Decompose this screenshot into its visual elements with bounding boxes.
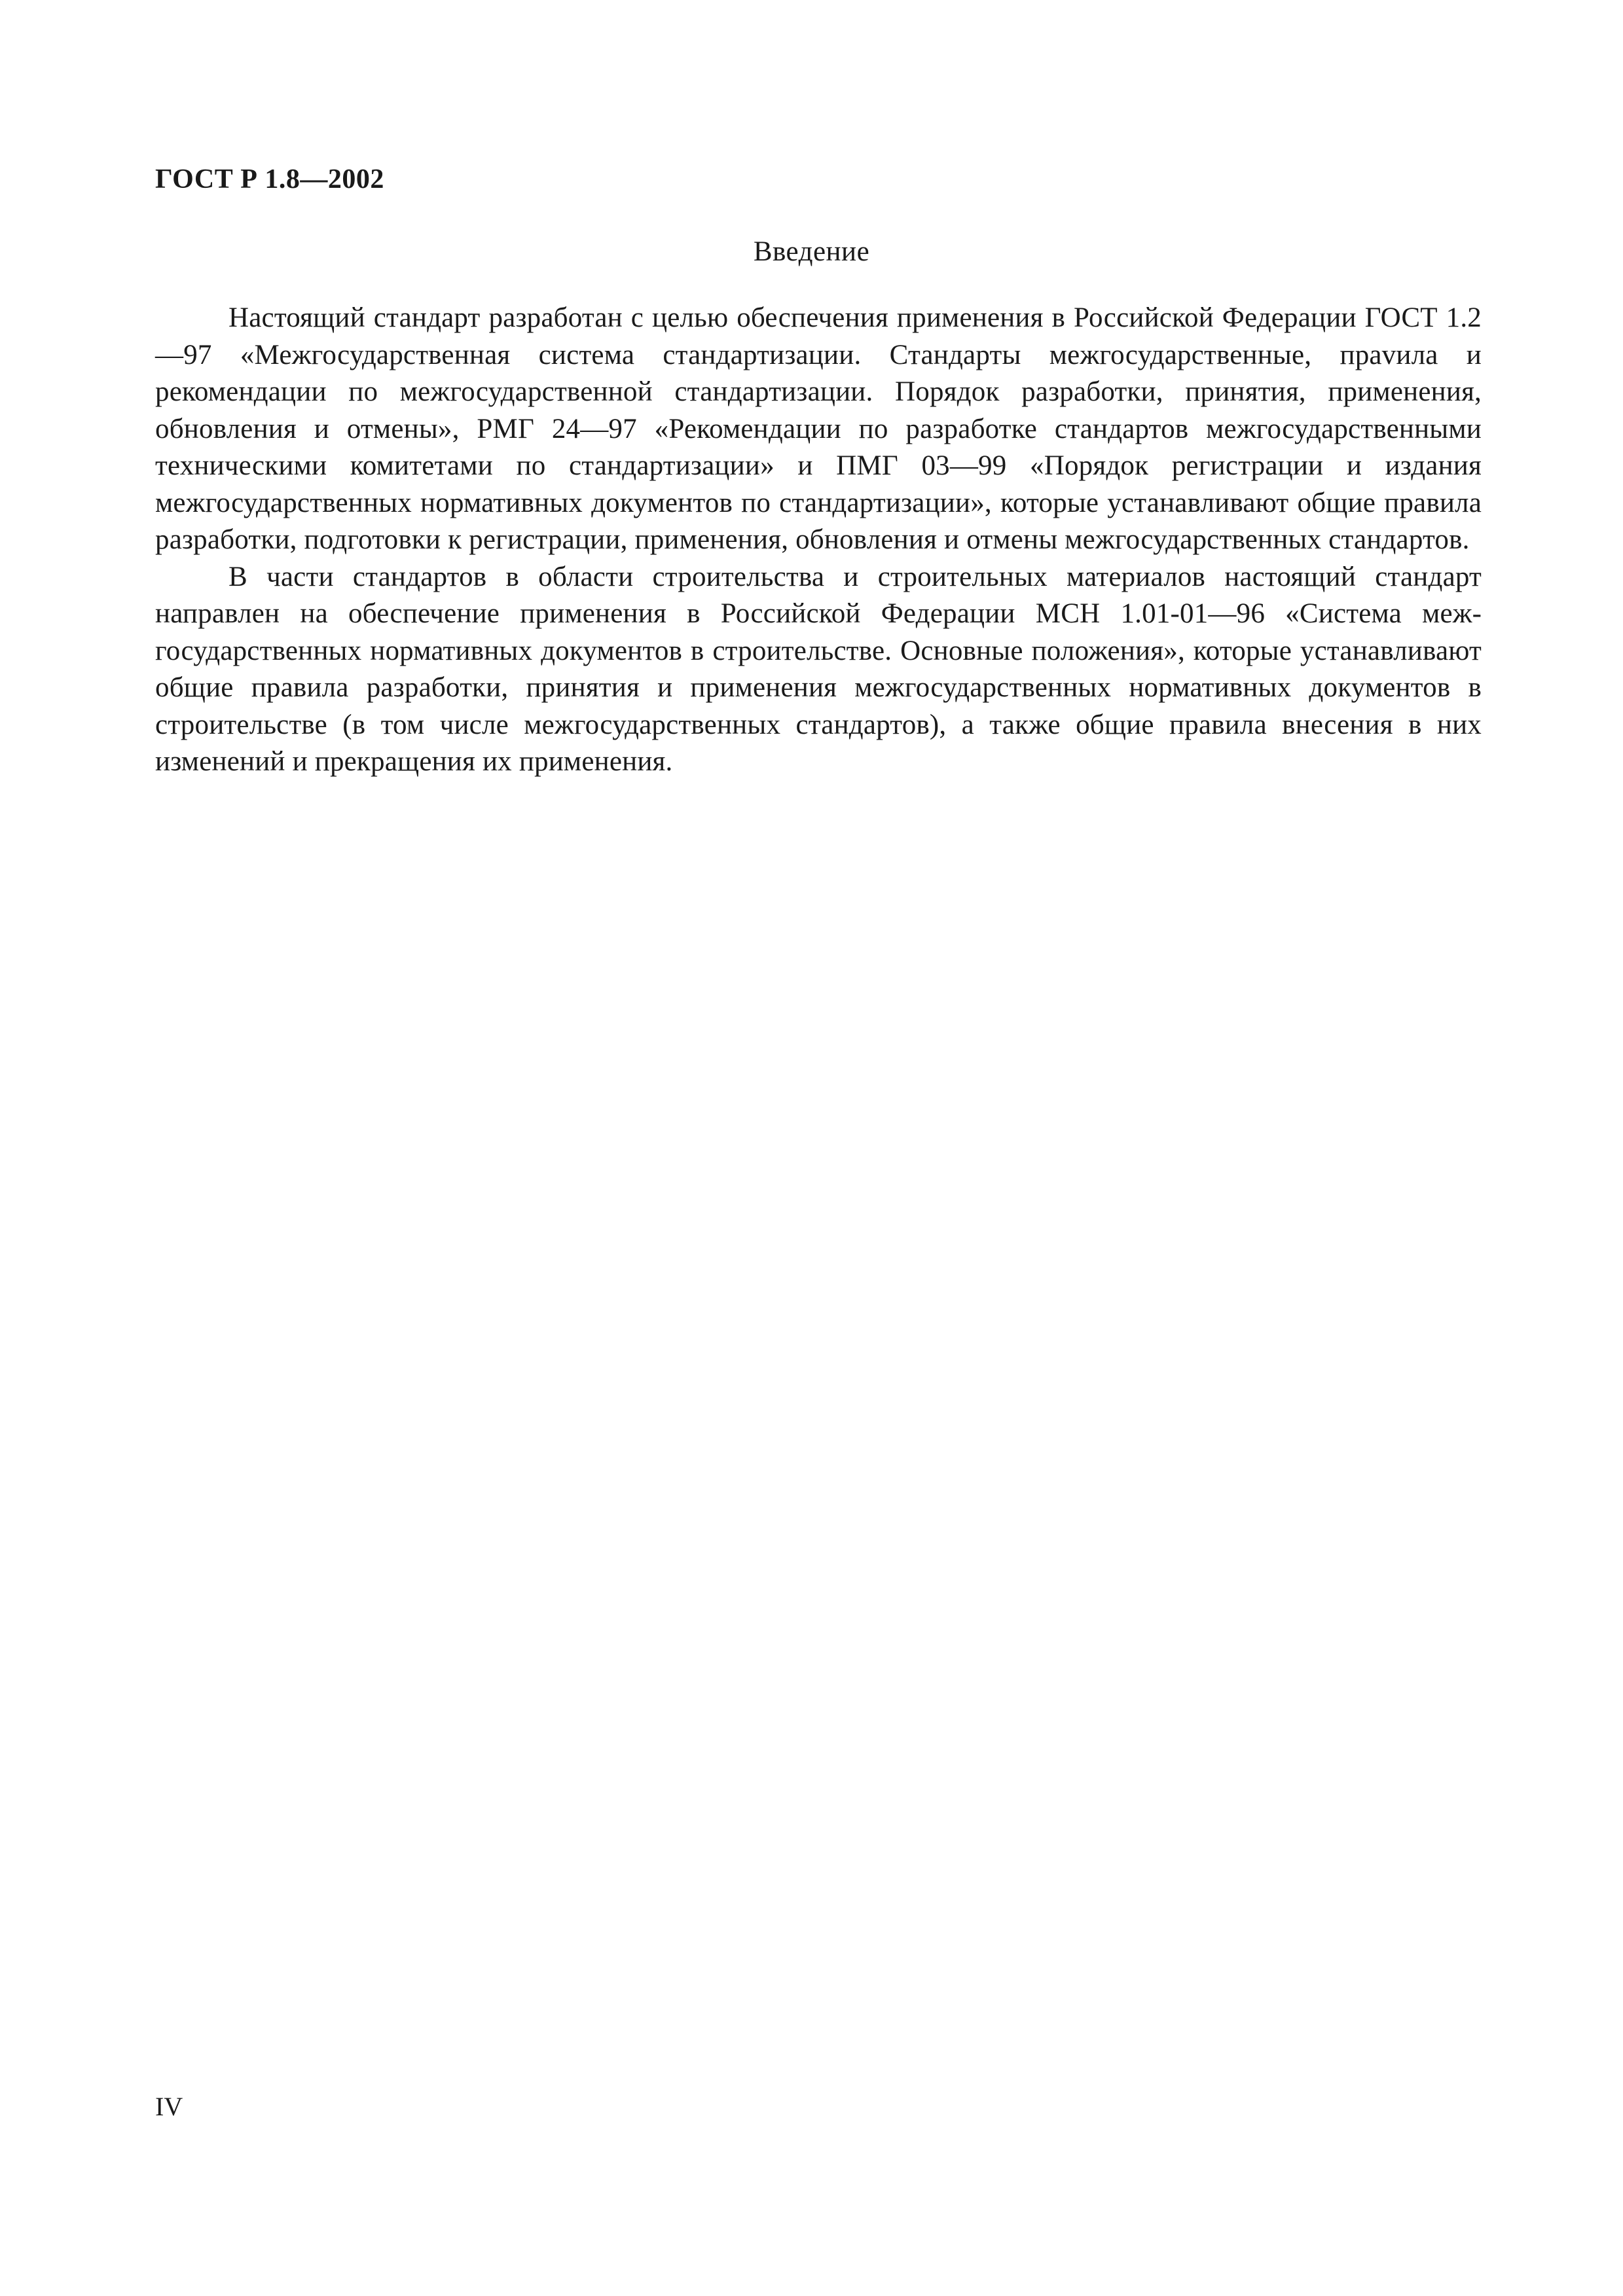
section-title: Введение [753,236,870,267]
paragraph: В части стандартов в области строительства и строительных материалов настоящий стандарт направлен на обеспечение применения в Российской Федерации МСН 1.01-01—96 «Система межгосударственных нормативных документов в строительстве. Основные положения», которые устанавливают общие правила разработки, принятия и применения межгосударственных нормативных документов в строительстве (в том числе межгосударственных стандартов), а также общие правила внесения в них изменений и прекращения их применения. [155,561,1482,777]
page-number: IV [155,2092,183,2121]
document-code: ГОСТ Р 1.8—2002 [155,164,384,194]
body-text [155,300,1482,781]
paragraph: Настоящий стандарт разработан с целью обеспечения применения в Российской Федерации ГОСТ 1.2—97 «Межгосударственная система стандартизации. Стандарты межгосударственные, праvила и рекомендации по межгосударственной стандартизации. Порядок разработки, принятия, применения, обновления и отмены», РМГ 24—97 «Рекомендации по разработке стандартов межгосударственными техническими комитетами по стандартизации» и ПМГ 03—99 «Порядок регистрации и издания межгосударственных нормативных документов по стандартизации», которые устанавливают общие правила разработки, подготовки к регистрации, применения, обновления и отмены межгосударственных стандартов. [155,302,1482,555]
